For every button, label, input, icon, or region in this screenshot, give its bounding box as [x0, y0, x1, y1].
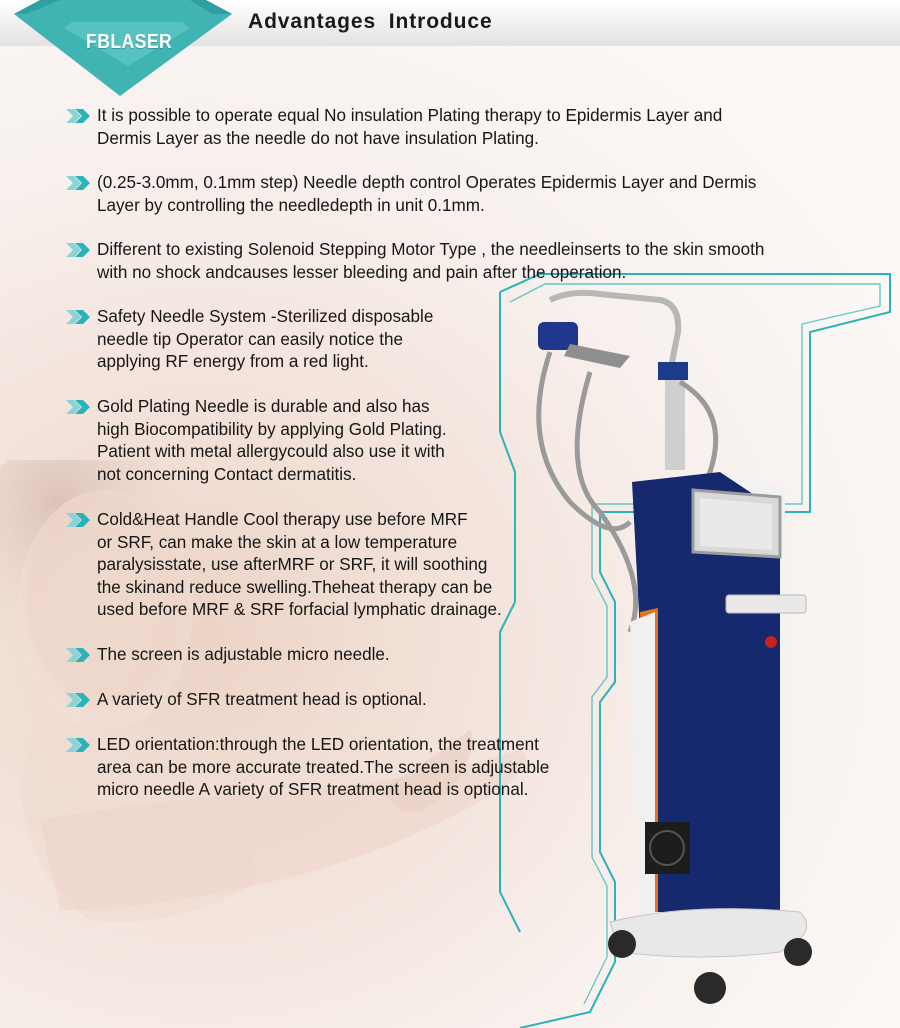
- page-title: Advantages Introduce: [248, 10, 493, 33]
- feature-text: The screen is adjustable micro needle.: [97, 645, 390, 664]
- feature-text: (0.25-3.0mm, 0.1mm step) Needle depth control Operates Epidermis Layer and Dermis Layer by controlling the needledepth in unit 0.1mm.: [97, 173, 757, 215]
- feature-text: A variety of SFR treatment head is optional.: [97, 690, 427, 709]
- feature-text: It is possible to operate equal No insulation Plating therapy to Epidermis Layer and Dermis Layer as the needle do not have insulation Plating.: [97, 106, 723, 148]
- double-chevron-right-icon: [66, 738, 90, 752]
- double-chevron-right-icon: [66, 400, 90, 414]
- double-chevron-right-icon: [66, 243, 90, 257]
- feature-text: Cold&Heat Handle Cool therapy use before MRF or SRF, can make the skin at a low temperature paralysisstate, use afterMRF or SRF, it will soothing the skinand reduce swelling.Theheat therapy can be used before MRF & SRF forfacial lymphatic drainage.: [97, 510, 502, 620]
- double-chevron-right-icon: [66, 513, 90, 527]
- double-chevron-right-icon: [66, 109, 90, 123]
- feature-text: LED orientation:through the LED orientation, the treatment area can be more accurate treated.The screen is adjustable micro needle A variety of SFR treatment head is optional.: [97, 735, 550, 800]
- double-chevron-right-icon: [66, 176, 90, 190]
- brand-logo: FBLASER: [86, 31, 173, 53]
- double-chevron-right-icon: [66, 310, 90, 324]
- feature-text: Safety Needle System -Sterilized disposable needle tip Operator can easily notice the applying RF energy from a red light.: [97, 307, 434, 372]
- feature-text: Different to existing Solenoid Stepping Motor Type , the needleinserts to the skin smooth with no shock andcauses lesser bleeding and pain after the operation.: [97, 240, 765, 282]
- double-chevron-right-icon: [66, 648, 90, 662]
- rf-microneedle-machine-illustration: [480, 272, 900, 1028]
- double-chevron-right-icon: [66, 693, 90, 707]
- feature-text: Gold Plating Needle is durable and also has high Biocompatibility by applying Gold Plating. Patient with metal allergycould also use it with not concerning Contact dermatitis.: [97, 397, 447, 484]
